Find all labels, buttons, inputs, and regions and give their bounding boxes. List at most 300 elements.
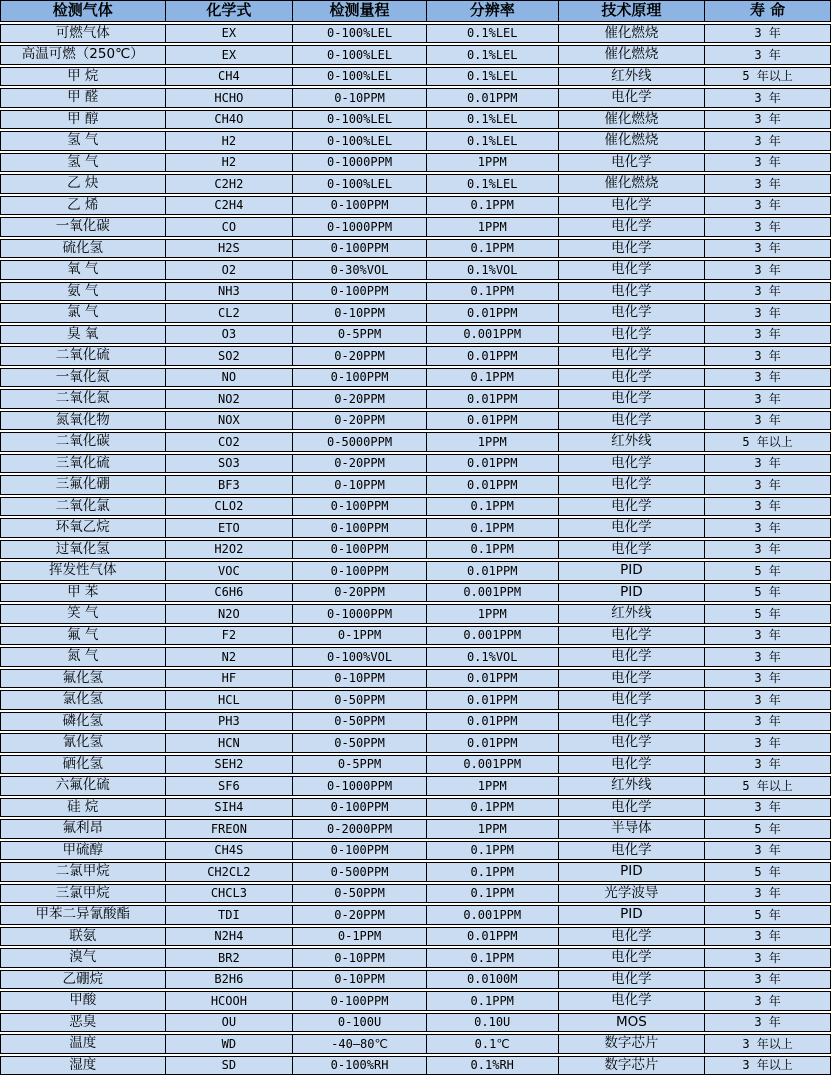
cell-technology: 红外线: [558, 605, 705, 623]
cell-technology: 电化学: [558, 261, 705, 279]
cell-technology: 光学波导: [558, 885, 705, 903]
cell-gas-name: 一氧化碳: [55, 218, 110, 234]
cell-technology: 电化学: [558, 283, 705, 301]
cell-chemical-formula: PH3: [165, 713, 293, 731]
cell-lifespan: 3 年: [704, 218, 830, 236]
cell-chemical-formula: CO: [165, 218, 293, 236]
cell-gas-name: 三氯甲烷: [55, 884, 110, 901]
header-detection-range: 检测量程: [292, 1, 426, 21]
cell-gas-name: 二氯甲烷: [55, 863, 110, 879]
cell-lifespan: 3 年: [704, 799, 830, 817]
cell-technology: 红外线: [558, 777, 705, 795]
cell-chemical-formula: OU: [165, 1014, 293, 1032]
cell-technology: 电化学: [558, 734, 705, 752]
cell-gas-name: 湿度: [69, 1056, 97, 1073]
table-row: [0, 24, 831, 44]
cell-lifespan: 3 年: [704, 885, 830, 903]
cell-lifespan: 3 年: [704, 326, 830, 344]
cell-gas-name: 氧 气: [67, 261, 99, 277]
table-row: [0, 948, 831, 968]
table-row: [0, 282, 831, 302]
cell-detection-range: 0-20PPM: [292, 455, 426, 473]
cell-technology: 电化学: [558, 369, 705, 387]
cell-detection-range: 0-1PPM: [292, 928, 426, 946]
table-row: [0, 196, 831, 216]
cell-lifespan: 3 年: [704, 283, 830, 301]
cell-lifespan: 3 年: [704, 390, 830, 408]
cell-gas-name: 笑 气: [67, 605, 99, 621]
cell-lifespan: 3 年: [704, 1014, 830, 1032]
cell-gas-name: 氰化氢: [62, 734, 104, 750]
table-row: [0, 733, 831, 753]
table-row: [0, 776, 831, 796]
cell-chemical-formula: SD: [165, 1057, 293, 1075]
cell-gas-name: 氮氧化物: [55, 411, 110, 428]
cell-detection-range: 0-20PPM: [292, 906, 426, 924]
cell-technology: 电化学: [558, 390, 705, 408]
cell-chemical-formula: EX: [165, 46, 293, 64]
cell-lifespan: 3 年: [704, 412, 830, 430]
cell-chemical-formula: EX: [165, 25, 293, 43]
table-row: [0, 67, 831, 87]
header-technology: 技术原理: [558, 1, 705, 21]
cell-detection-range: 0-100%LEL: [292, 175, 426, 193]
cell-lifespan: 3 年: [704, 46, 830, 64]
cell-chemical-formula: NO: [165, 369, 293, 387]
cell-technology: 红外线: [558, 68, 705, 86]
cell-lifespan: 5 年: [704, 562, 830, 580]
cell-detection-range: 0-20PPM: [292, 584, 426, 602]
cell-resolution: 0.01PPM: [426, 670, 558, 688]
cell-detection-range: 0-100PPM: [292, 369, 426, 387]
cell-lifespan: 3 年: [704, 154, 830, 172]
cell-resolution: 0.01PPM: [426, 928, 558, 946]
cell-lifespan: 3 年: [704, 842, 830, 860]
cell-detection-range: 0-50PPM: [292, 885, 426, 903]
cell-resolution: 0.1PPM: [426, 498, 558, 516]
cell-technology: 数字芯片: [558, 1035, 705, 1053]
cell-lifespan: 5 年: [704, 906, 830, 924]
cell-resolution: 0.1PPM: [426, 842, 558, 860]
cell-lifespan: 3 年: [704, 992, 830, 1010]
cell-gas-name: 乙 炔: [67, 175, 99, 191]
cell-gas-name: 恶臭: [69, 1013, 97, 1030]
cell-resolution: 0.1PPM: [426, 197, 558, 215]
cell-chemical-formula: BF3: [165, 476, 293, 494]
cell-resolution: 0.1%LEL: [426, 175, 558, 193]
cell-technology: 电化学: [558, 541, 705, 559]
cell-lifespan: 3 年: [704, 347, 830, 365]
cell-lifespan: 3 年: [704, 648, 830, 666]
cell-lifespan: 3 年: [704, 132, 830, 150]
table-row: [0, 174, 831, 194]
table-row: [0, 669, 831, 689]
cell-gas-name: 甲酸: [69, 992, 97, 1008]
table-row: [0, 303, 831, 323]
cell-lifespan: 3 年以上: [704, 1035, 830, 1053]
cell-chemical-formula: H2S: [165, 240, 293, 258]
cell-technology: 半导体: [558, 820, 705, 838]
cell-resolution: 1PPM: [426, 605, 558, 623]
cell-resolution: 1PPM: [426, 433, 558, 451]
cell-gas-name: 硒化氢: [62, 755, 104, 772]
cell-detection-range: 0-100PPM: [292, 799, 426, 817]
cell-chemical-formula: HCHO: [165, 89, 293, 107]
table-row: [0, 239, 831, 259]
cell-gas-name: 环氧乙烷: [55, 519, 110, 535]
cell-detection-range: 0-20PPM: [292, 347, 426, 365]
cell-gas-name: 氮 气: [67, 648, 99, 664]
cell-resolution: 0.1%LEL: [426, 68, 558, 86]
cell-resolution: 0.1%LEL: [426, 111, 558, 129]
cell-technology: 电化学: [558, 670, 705, 688]
cell-chemical-formula: N2H4: [165, 928, 293, 946]
table-row: [0, 217, 831, 237]
table-row: [0, 862, 831, 882]
cell-detection-range: 0-1PPM: [292, 627, 426, 645]
cell-lifespan: 3 年: [704, 476, 830, 494]
cell-gas-name: 二氧化硫: [55, 347, 110, 363]
cell-resolution: 0.1%LEL: [426, 46, 558, 64]
cell-lifespan: 3 年: [704, 691, 830, 709]
cell-gas-name: 二氧化氯: [55, 497, 110, 514]
cell-technology: PID: [558, 584, 705, 602]
cell-detection-range: 0-100%LEL: [292, 132, 426, 150]
cell-technology: PID: [558, 562, 705, 580]
header-chemical-formula: 化学式: [165, 1, 293, 21]
table-row: [0, 991, 831, 1011]
cell-resolution: 0.1%RH: [426, 1057, 558, 1075]
cell-resolution: 0.01PPM: [426, 476, 558, 494]
cell-lifespan: 3 年: [704, 89, 830, 107]
cell-gas-name: 高温可燃（250℃）: [21, 46, 144, 62]
cell-detection-range: 0-100PPM: [292, 240, 426, 258]
cell-technology: 电化学: [558, 713, 705, 731]
cell-gas-name: 溴气: [69, 949, 97, 965]
cell-gas-name: 联氨: [69, 927, 97, 944]
cell-technology: 电化学: [558, 842, 705, 860]
cell-technology: 电化学: [558, 519, 705, 537]
cell-resolution: 0.001PPM: [426, 627, 558, 645]
table-row: [0, 626, 831, 646]
cell-gas-name: 二氧化碳: [55, 433, 110, 449]
cell-detection-range: 0-100U: [292, 1014, 426, 1032]
cell-lifespan: 5 年以上: [704, 777, 830, 795]
cell-resolution: 0.01PPM: [426, 455, 558, 473]
cell-gas-name: 氯化氢: [62, 691, 104, 707]
table-row: [0, 346, 831, 366]
cell-gas-name: 乙硼烷: [62, 970, 104, 987]
cell-gas-name: 氨 气: [67, 282, 99, 299]
cell-lifespan: 5 年以上: [704, 68, 830, 86]
cell-lifespan: 3 年: [704, 240, 830, 258]
cell-lifespan: 3 年: [704, 498, 830, 516]
cell-gas-name: 甲 醛: [67, 89, 99, 105]
cell-detection-range: 0-10PPM: [292, 476, 426, 494]
cell-resolution: 0.001PPM: [426, 326, 558, 344]
cell-resolution: 0.01PPM: [426, 390, 558, 408]
cell-resolution: 0.01PPM: [426, 734, 558, 752]
table-header-row: [0, 0, 831, 22]
cell-gas-name: 温度: [69, 1035, 97, 1051]
cell-lifespan: 5 年: [704, 584, 830, 602]
table-row: [0, 1034, 831, 1054]
cell-detection-range: 0-5PPM: [292, 756, 426, 774]
cell-technology: 数字芯片: [558, 1057, 705, 1075]
cell-lifespan: 3 年: [704, 111, 830, 129]
table-row: [0, 690, 831, 710]
table-row: [0, 368, 831, 388]
cell-chemical-formula: HF: [165, 670, 293, 688]
cell-chemical-formula: WD: [165, 1035, 293, 1053]
cell-detection-range: 0-10PPM: [292, 971, 426, 989]
cell-gas-name: 氢 气: [67, 132, 99, 148]
table-row: [0, 475, 831, 495]
cell-resolution: 0.1PPM: [426, 863, 558, 881]
cell-technology: 电化学: [558, 627, 705, 645]
cell-chemical-formula: O3: [165, 326, 293, 344]
cell-chemical-formula: CL2: [165, 304, 293, 322]
table-row: [0, 131, 831, 151]
header-gas-name: 检测气体: [52, 1, 113, 20]
cell-gas-name: 一氧化氮: [55, 368, 110, 385]
cell-technology: 电化学: [558, 455, 705, 473]
cell-lifespan: 3 年: [704, 949, 830, 967]
cell-detection-range: 0-1000PPM: [292, 218, 426, 236]
cell-detection-range: 0-100PPM: [292, 992, 426, 1010]
cell-detection-range: 0-10PPM: [292, 670, 426, 688]
cell-resolution: 0.1℃: [426, 1035, 558, 1053]
cell-chemical-formula: N2: [165, 648, 293, 666]
cell-resolution: 0.1PPM: [426, 541, 558, 559]
cell-resolution: 0.01PPM: [426, 562, 558, 580]
cell-resolution: 0.01PPM: [426, 304, 558, 322]
cell-technology: 电化学: [558, 197, 705, 215]
cell-technology: 电化学: [558, 928, 705, 946]
cell-resolution: 0.1%VOL: [426, 648, 558, 666]
cell-technology: PID: [558, 906, 705, 924]
cell-resolution: 0.001PPM: [426, 906, 558, 924]
cell-technology: 催化燃烧: [558, 175, 705, 193]
cell-resolution: 0.01PPM: [426, 412, 558, 430]
cell-detection-range: 0-100PPM: [292, 197, 426, 215]
cell-resolution: 0.1%VOL: [426, 261, 558, 279]
table-row: [0, 604, 831, 624]
cell-gas-name: 三氧化硫: [55, 454, 110, 471]
table-row: [0, 110, 831, 130]
cell-gas-name: 甲苯二异氰酸酯: [35, 906, 131, 922]
cell-resolution: 0.1PPM: [426, 519, 558, 537]
cell-gas-name: 硫化氢: [62, 239, 104, 256]
cell-technology: 电化学: [558, 218, 705, 236]
cell-lifespan: 5 年: [704, 605, 830, 623]
cell-gas-name: 磷化氢: [62, 712, 104, 729]
cell-resolution: 0.1%LEL: [426, 25, 558, 43]
cell-chemical-formula: SIH4: [165, 799, 293, 817]
cell-detection-range: 0-1000PPM: [292, 154, 426, 172]
cell-lifespan: 3 年: [704, 627, 830, 645]
cell-lifespan: 5 年: [704, 820, 830, 838]
cell-chemical-formula: CH2CL2: [165, 863, 293, 881]
cell-lifespan: 5 年: [704, 863, 830, 881]
cell-detection-range: 0-30%VOL: [292, 261, 426, 279]
cell-chemical-formula: O2: [165, 261, 293, 279]
cell-lifespan: 3 年: [704, 25, 830, 43]
cell-technology: 电化学: [558, 498, 705, 516]
cell-resolution: 1PPM: [426, 777, 558, 795]
table-row: [0, 583, 831, 603]
table-row: [0, 755, 831, 775]
table-row: [0, 389, 831, 409]
cell-resolution: 0.1%LEL: [426, 132, 558, 150]
cell-resolution: 1PPM: [426, 218, 558, 236]
table-row: [0, 905, 831, 925]
cell-resolution: 0.1PPM: [426, 885, 558, 903]
cell-technology: 电化学: [558, 691, 705, 709]
cell-resolution: 0.01PPM: [426, 713, 558, 731]
cell-gas-name: 甲 烷: [67, 67, 99, 84]
cell-technology: 催化燃烧: [558, 111, 705, 129]
cell-detection-range: 0-100%LEL: [292, 111, 426, 129]
cell-chemical-formula: CH4: [165, 68, 293, 86]
cell-lifespan: 3 年: [704, 670, 830, 688]
cell-detection-range: 0-2000PPM: [292, 820, 426, 838]
cell-chemical-formula: TDI: [165, 906, 293, 924]
table-row: [0, 260, 831, 280]
cell-chemical-formula: FREON: [165, 820, 293, 838]
cell-detection-range: 0-1000PPM: [292, 777, 426, 795]
cell-chemical-formula: CH4S: [165, 842, 293, 860]
cell-detection-range: 0-100PPM: [292, 519, 426, 537]
cell-chemical-formula: NH3: [165, 283, 293, 301]
cell-technology: 电化学: [558, 326, 705, 344]
cell-technology: 电化学: [558, 799, 705, 817]
cell-lifespan: 3 年: [704, 369, 830, 387]
cell-detection-range: 0-1000PPM: [292, 605, 426, 623]
table-row: [0, 819, 831, 839]
cell-gas-name: 甲硫醇: [62, 841, 104, 858]
cell-detection-range: 0-20PPM: [292, 390, 426, 408]
cell-chemical-formula: C2H4: [165, 197, 293, 215]
cell-resolution: 0.1PPM: [426, 369, 558, 387]
cell-gas-name: 甲 醇: [67, 110, 99, 127]
cell-chemical-formula: HCL: [165, 691, 293, 709]
cell-detection-range: 0-100PPM: [292, 842, 426, 860]
cell-lifespan: 3 年: [704, 541, 830, 559]
cell-lifespan: 3 年: [704, 734, 830, 752]
cell-technology: 电化学: [558, 347, 705, 365]
cell-resolution: 0.01PPM: [426, 347, 558, 365]
cell-gas-name: 挥发性气体: [49, 562, 117, 578]
cell-detection-range: 0-100PPM: [292, 541, 426, 559]
table-row: [0, 88, 831, 108]
table-row: [0, 45, 831, 65]
table-row: [0, 970, 831, 990]
cell-chemical-formula: SO3: [165, 455, 293, 473]
cell-detection-range: 0-100PPM: [292, 283, 426, 301]
table-row: [0, 927, 831, 947]
table-row: [0, 454, 831, 474]
cell-gas-name: 三氟化硼: [55, 476, 110, 492]
table-row: [0, 1013, 831, 1033]
table-row: [0, 561, 831, 581]
cell-technology: 电化学: [558, 756, 705, 774]
table-row: [0, 497, 831, 517]
cell-lifespan: 3 年: [704, 971, 830, 989]
cell-lifespan: 3 年: [704, 713, 830, 731]
table-row: [0, 647, 831, 667]
cell-detection-range: 0-5000PPM: [292, 433, 426, 451]
cell-detection-range: 0-100%LEL: [292, 25, 426, 43]
cell-lifespan: 3 年: [704, 756, 830, 774]
cell-chemical-formula: H2: [165, 132, 293, 150]
header-resolution: 分辨率: [426, 1, 558, 21]
cell-technology: 电化学: [558, 304, 705, 322]
cell-technology: 催化燃烧: [558, 132, 705, 150]
cell-chemical-formula: H2O2: [165, 541, 293, 559]
cell-lifespan: 3 年: [704, 175, 830, 193]
cell-lifespan: 3 年: [704, 519, 830, 537]
cell-detection-range: 0-10PPM: [292, 304, 426, 322]
cell-technology: 电化学: [558, 476, 705, 494]
cell-lifespan: 3 年: [704, 197, 830, 215]
cell-gas-name: 氢 气: [67, 153, 99, 170]
cell-technology: 电化学: [558, 154, 705, 172]
cell-chemical-formula: HCOOH: [165, 992, 293, 1010]
cell-detection-range: 0-50PPM: [292, 691, 426, 709]
cell-resolution: 0.10U: [426, 1014, 558, 1032]
cell-detection-range: 0-100%LEL: [292, 68, 426, 86]
cell-technology: 红外线: [558, 433, 705, 451]
cell-gas-name: 臭 氧: [67, 325, 99, 342]
table-row: [0, 411, 831, 431]
cell-lifespan: 3 年: [704, 261, 830, 279]
cell-resolution: 0.001PPM: [426, 584, 558, 602]
cell-detection-range: 0-50PPM: [292, 734, 426, 752]
cell-detection-range: 0-100PPM: [292, 562, 426, 580]
cell-resolution: 1PPM: [426, 154, 558, 172]
cell-chemical-formula: C2H2: [165, 175, 293, 193]
cell-chemical-formula: SO2: [165, 347, 293, 365]
cell-chemical-formula: CLO2: [165, 498, 293, 516]
cell-technology: 电化学: [558, 949, 705, 967]
cell-chemical-formula: VOC: [165, 562, 293, 580]
cell-chemical-formula: C6H6: [165, 584, 293, 602]
cell-resolution: 1PPM: [426, 820, 558, 838]
cell-technology: 电化学: [558, 992, 705, 1010]
table-row: [0, 1056, 831, 1075]
cell-chemical-formula: B2H6: [165, 971, 293, 989]
table-row: [0, 153, 831, 173]
cell-detection-range: 0-50PPM: [292, 713, 426, 731]
cell-detection-range: 0-500PPM: [292, 863, 426, 881]
cell-chemical-formula: BR2: [165, 949, 293, 967]
cell-detection-range: 0-5PPM: [292, 326, 426, 344]
cell-chemical-formula: N2O: [165, 605, 293, 623]
cell-resolution: 0.0100M: [426, 971, 558, 989]
cell-chemical-formula: SF6: [165, 777, 293, 795]
cell-gas-name: 氟利昂: [62, 820, 104, 836]
cell-technology: 电化学: [558, 89, 705, 107]
cell-chemical-formula: NO2: [165, 390, 293, 408]
table-row: [0, 518, 831, 538]
table-row: [0, 712, 831, 732]
cell-chemical-formula: H2: [165, 154, 293, 172]
table-row: [0, 841, 831, 861]
cell-gas-name: 六氟化硫: [55, 777, 110, 793]
cell-resolution: 0.1PPM: [426, 799, 558, 817]
cell-detection-range: 0-100%LEL: [292, 46, 426, 64]
